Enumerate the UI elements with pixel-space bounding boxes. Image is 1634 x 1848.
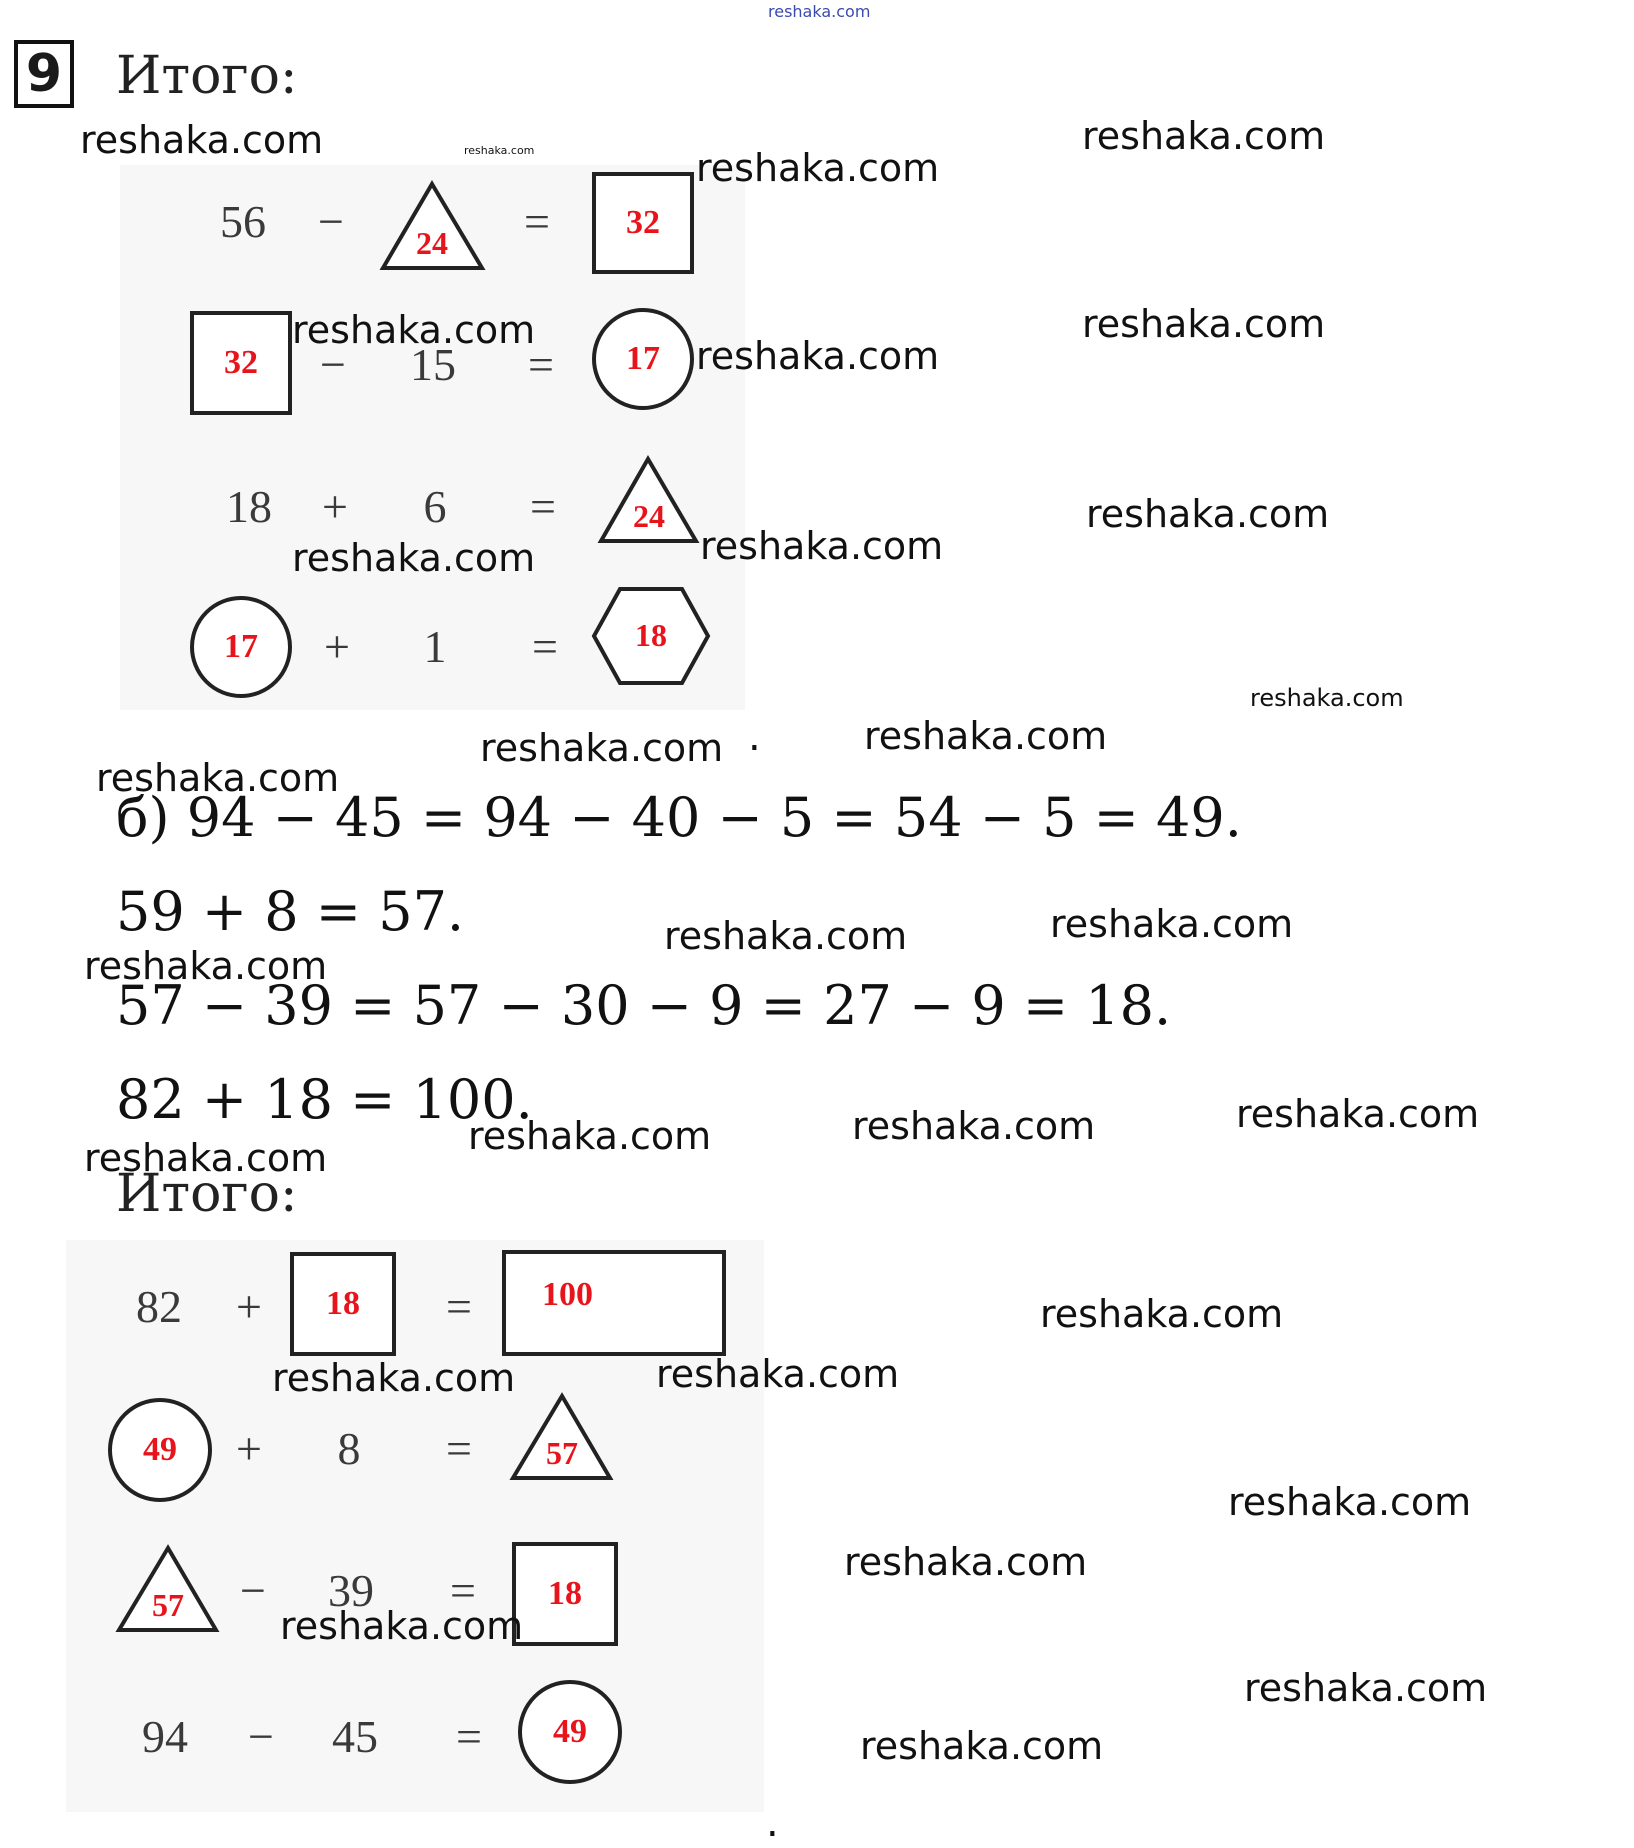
row-a4-right: 18	[635, 617, 667, 653]
row-a2-left: 32	[224, 344, 258, 381]
row-b4-eq: =	[456, 1711, 482, 1762]
watermark: reshaka.com	[696, 334, 940, 378]
row-a4-eq: =	[532, 621, 558, 672]
row-b1-op: +	[236, 1281, 262, 1332]
row-b2-right: 57	[546, 1435, 578, 1471]
row-b1-mid: 18	[326, 1285, 360, 1322]
watermark: reshaka.com	[96, 756, 340, 800]
row-a1-mid: 24	[416, 225, 448, 261]
watermark: reshaka.com	[700, 524, 944, 568]
watermark: reshaka.com	[1244, 1666, 1488, 1710]
row-b1-rect	[502, 1250, 726, 1356]
stray-dot: .	[766, 1800, 779, 1846]
row-a3-triangle	[598, 455, 700, 547]
row-b3-triangle	[116, 1544, 220, 1636]
row-a4-circle	[190, 596, 292, 698]
row-b3-right: 18	[548, 1575, 582, 1612]
row-b4-op: −	[248, 1711, 274, 1762]
row-a4-hexagon	[592, 586, 710, 686]
watermark: reshaka.com	[480, 726, 724, 770]
row-a2-eq: =	[528, 339, 554, 390]
watermark: reshaka.com	[696, 146, 940, 190]
row-b4-right: 49	[553, 1713, 587, 1750]
heading-a: Итого:	[116, 46, 298, 106]
watermark: reshaka.com	[860, 1724, 1104, 1768]
watermark: reshaka.com	[84, 1136, 328, 1180]
row-b4-mid: 45	[332, 1711, 378, 1762]
expr-4: 82 + 18 = 100.	[116, 1068, 533, 1131]
row-a4-op: +	[324, 621, 350, 672]
stray-dot: .	[748, 714, 761, 760]
watermark: reshaka.com	[280, 1604, 524, 1648]
watermark: reshaka.com	[852, 1104, 1096, 1148]
watermark: reshaka.com	[1086, 492, 1330, 536]
row-b2-left: 49	[143, 1431, 177, 1468]
row-a1-triangle	[380, 180, 485, 272]
watermark: reshaka.com	[1082, 302, 1326, 346]
task-number: 9	[14, 40, 74, 108]
row-b2-triangle	[510, 1392, 614, 1484]
row-b2-op: +	[236, 1423, 262, 1474]
row-b1-right: 100	[542, 1276, 593, 1313]
row-a2-square	[190, 311, 292, 415]
row-b3-left: 57	[152, 1587, 184, 1623]
watermark: reshaka.com	[844, 1540, 1088, 1584]
watermark-small: reshaka.com	[1250, 684, 1404, 712]
row-a1-left: 56	[220, 196, 266, 247]
row-a3-eq: =	[530, 481, 556, 532]
row-a2-circle	[592, 308, 694, 410]
row-a4-left: 17	[224, 628, 258, 665]
expr-2: 59 + 8 = 57.	[116, 880, 465, 943]
watermark: reshaka.com	[84, 944, 328, 988]
row-b3-square	[512, 1542, 618, 1646]
row-b3-mid: 39	[328, 1565, 374, 1616]
watermark: reshaka.com	[656, 1352, 900, 1396]
watermark: reshaka.com	[272, 1356, 516, 1400]
watermark-top: reshaka.com	[768, 2, 871, 21]
row-a4-mid: 1	[423, 621, 447, 672]
row-a1-square	[592, 172, 694, 274]
row-a2-right: 17	[626, 340, 660, 377]
row-a1-op: −	[318, 196, 344, 247]
watermark: reshaka.com	[1236, 1092, 1480, 1136]
row-a2-mid: 15	[410, 339, 456, 390]
row-a3-left: 18	[226, 481, 272, 532]
row-a1-right: 32	[626, 204, 660, 241]
watermark: reshaka.com	[292, 308, 536, 352]
row-b4-circle	[518, 1680, 622, 1784]
watermark: reshaka.com	[1050, 902, 1294, 946]
expr-1: б) 94 − 45 = 94 − 40 − 5 = 54 − 5 = 49.	[116, 786, 1242, 849]
row-b1-eq: =	[446, 1281, 472, 1332]
watermark: reshaka.com	[664, 914, 908, 958]
watermark: reshaka.com	[292, 536, 536, 580]
row-b1-square	[290, 1252, 396, 1356]
watermark: reshaka.com	[468, 1114, 712, 1158]
watermark-tiny: reshaka.com	[464, 144, 535, 157]
watermark: reshaka.com	[1228, 1480, 1472, 1524]
row-a3-right: 24	[633, 498, 665, 534]
watermark: reshaka.com	[864, 714, 1108, 758]
row-b2-mid: 8	[337, 1423, 361, 1474]
row-b2-circle	[108, 1398, 212, 1502]
row-b1-left: 82	[136, 1281, 182, 1332]
watermark: reshaka.com	[1040, 1292, 1284, 1336]
row-a3-op: +	[322, 481, 348, 532]
row-b4-left: 94	[142, 1711, 188, 1762]
watermark: reshaka.com	[1082, 114, 1326, 158]
row-b3-op: −	[240, 1565, 266, 1616]
row-b2-eq: =	[446, 1423, 472, 1474]
row-a1-eq: =	[524, 196, 550, 247]
row-b3-eq: =	[450, 1565, 476, 1616]
watermark: reshaka.com	[80, 118, 324, 162]
row-a2-op: −	[320, 339, 346, 390]
expr-3: 57 − 39 = 57 − 30 − 9 = 27 − 9 = 18.	[116, 974, 1172, 1037]
heading-b: Итого:	[116, 1164, 298, 1224]
row-a3-mid: 6	[423, 481, 447, 532]
